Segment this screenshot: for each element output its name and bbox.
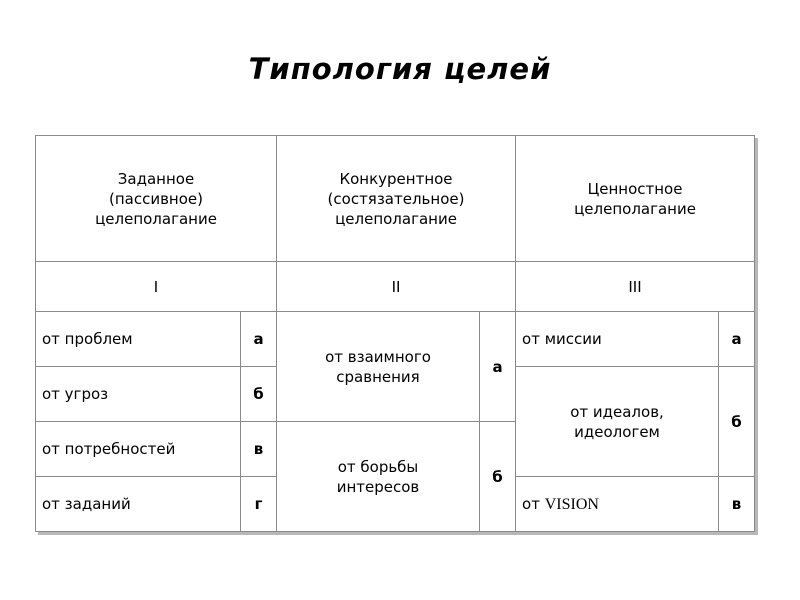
label-line: идеологем xyxy=(574,422,660,441)
goal-source-letter: б xyxy=(241,367,277,422)
column-heading-value xyxy=(516,136,755,262)
heading-line: (состязательное) xyxy=(327,189,465,208)
heading-line: целеполагание xyxy=(335,209,457,228)
heading-line: Заданное xyxy=(117,169,195,188)
column-heading-given xyxy=(36,136,277,262)
label-line: сравнения xyxy=(336,367,420,386)
page-title: Типология целей xyxy=(248,52,552,86)
goal-source-label: от заданий xyxy=(36,477,241,532)
goal-source-label xyxy=(516,367,719,477)
goal-source-letter: а xyxy=(480,312,516,422)
heading-line: целеполагание xyxy=(574,199,696,218)
typology-table xyxy=(35,135,755,532)
heading-line: целеполагание xyxy=(95,209,217,228)
goal-source-letter: г xyxy=(241,477,277,532)
label-line: от борьбы xyxy=(337,457,419,476)
column-heading-competitive xyxy=(277,136,516,262)
goal-source-letter: а xyxy=(719,312,755,367)
heading-line: Конкурентное xyxy=(339,169,453,188)
goal-source-label: от угроз xyxy=(36,367,241,422)
label-line: интересов xyxy=(336,477,420,496)
goal-source-label: от миссии xyxy=(516,312,719,367)
goal-source-letter: б xyxy=(719,367,755,477)
column-numeral: II xyxy=(277,262,516,312)
goal-source-label: от проблем xyxy=(36,312,241,367)
goal-source-letter: б xyxy=(480,422,516,532)
goal-source-label xyxy=(277,312,480,422)
heading-line: (пассивное) xyxy=(109,189,203,208)
goal-source-label xyxy=(277,422,480,532)
numeral-row xyxy=(36,262,755,312)
goal-source-letter: в xyxy=(241,422,277,477)
goal-source-letter: в xyxy=(719,477,755,532)
column-numeral: III xyxy=(516,262,755,312)
header-row xyxy=(36,136,755,262)
goal-source-label xyxy=(516,477,719,532)
column-numeral: I xyxy=(36,262,277,312)
label-line: от взаимного xyxy=(325,347,431,366)
label-line: от идеалов, xyxy=(570,402,664,421)
label-vision-word: VISION xyxy=(544,495,599,513)
heading-line: Ценностное xyxy=(587,179,683,198)
goal-source-letter: а xyxy=(241,312,277,367)
label-prefix: от xyxy=(522,494,540,513)
goal-source-label: от потребностей xyxy=(36,422,241,477)
table-row xyxy=(36,312,755,367)
